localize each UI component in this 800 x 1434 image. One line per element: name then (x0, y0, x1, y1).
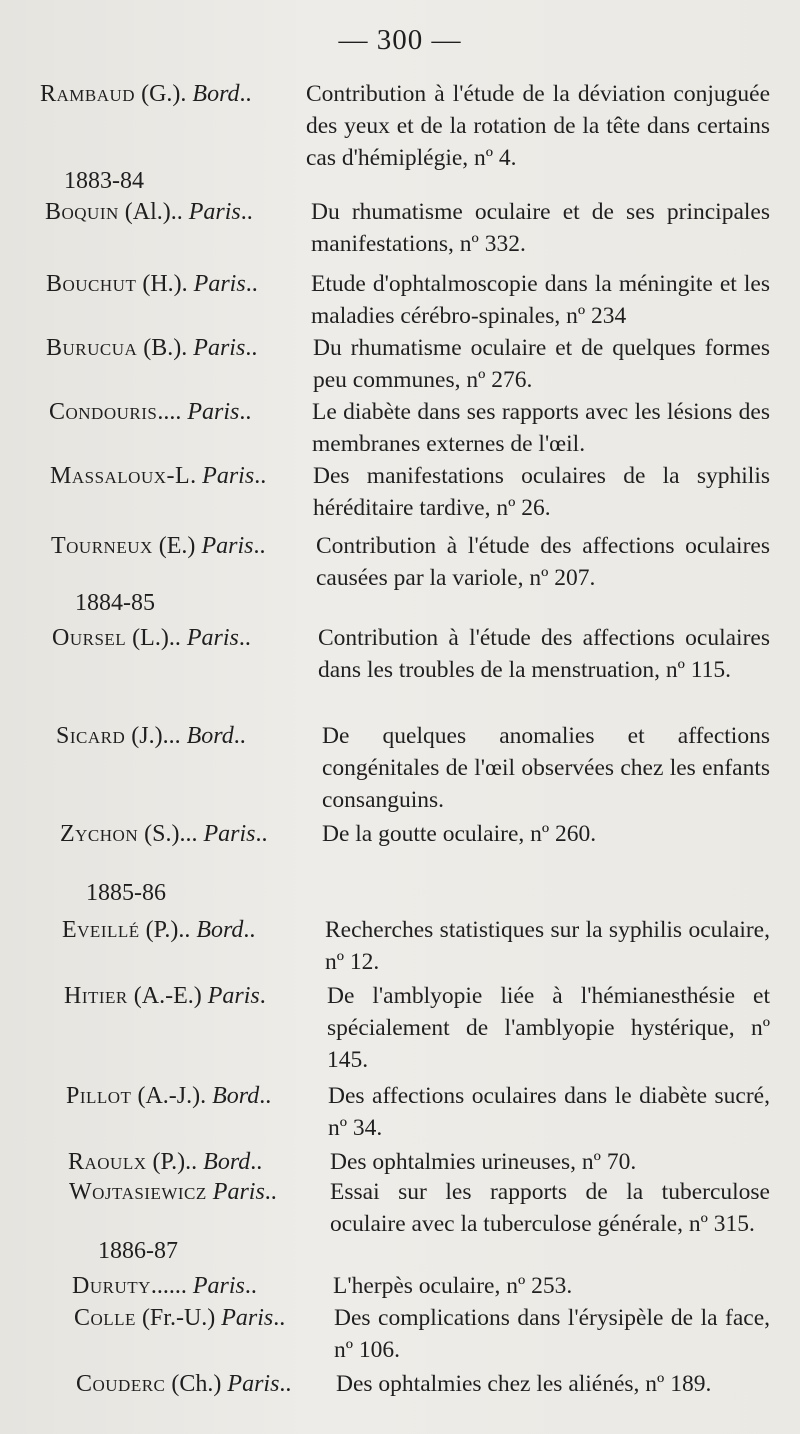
author-initials: (Al.).. (118, 199, 183, 225)
entry-author (76, 1368, 291, 1400)
entry-separator: .. (244, 1273, 257, 1299)
entry-city: Paris (192, 1273, 245, 1299)
entry-title: Du rhumatisme oculaire et de ses principales manifestations, nº 332. (311, 199, 770, 257)
entry-title: Essai sur les rapports de la tuberculose oculaire avec la tuberculose générale, nº 315. (330, 1179, 770, 1237)
entry-separator: .. (259, 1083, 272, 1109)
entry-separator: .. (279, 1371, 292, 1397)
entry-title: Contribution à l'étude des affections oculaires dans les troubles de la menstruation, nº 115. (318, 625, 770, 683)
entry-city: Paris (201, 533, 254, 559)
entry-separator: .. (245, 335, 258, 361)
entry-separator: .. (253, 533, 266, 559)
entry-separator: .. (238, 625, 251, 651)
entry-author (74, 1302, 285, 1334)
author-name: Colle (74, 1305, 136, 1331)
entry-city: Bord (186, 723, 234, 749)
entry-author (68, 1146, 262, 1178)
entry-separator: .. (250, 1149, 263, 1175)
entry-city: Paris (193, 271, 246, 297)
author-initials: (P.).. (139, 917, 191, 943)
entry-author (66, 1080, 271, 1112)
entry-title: Des affections oculaires dans le diabète sucré, nº 34. (328, 1083, 770, 1141)
author-initials: (A.-J.). (131, 1083, 207, 1109)
author-initials: (S.)... (138, 821, 198, 847)
entry-title: De la goutte oculaire, nº 260. (322, 821, 597, 847)
author-name: Boquin (45, 199, 119, 225)
author-initials: (B.). (137, 335, 188, 361)
entry-title: Contribution à l'étude des affections oculaires causées par la variole, nº 207. (316, 533, 770, 591)
author-initials: (G.). (135, 81, 187, 107)
entry-city: Bord (212, 1083, 260, 1109)
entry-separator: .. (240, 199, 253, 225)
year-heading: 1886-87 (98, 1238, 178, 1264)
year-heading: 1883-84 (64, 168, 144, 194)
entry-author (51, 530, 265, 562)
entry-city: Bord (196, 917, 244, 943)
author-initials: .... (157, 399, 182, 425)
author-name: Pillot (66, 1083, 132, 1109)
entry-separator: .. (245, 271, 258, 297)
author-name: Couderc (76, 1371, 166, 1397)
entry-author (40, 78, 252, 110)
author-name: Sicard (56, 723, 126, 749)
author-initials: (H.). (136, 271, 188, 297)
entry-author (49, 396, 251, 428)
entry-city: Paris (203, 821, 256, 847)
entry-title: De quelques anomalies et affections congénitales de l'œil observées chez les enfants consanguins. (322, 723, 770, 813)
entry-title: Le diabète dans ses rapports avec les lésions des membranes externes de l'œil. (312, 399, 770, 457)
entry-author (72, 1270, 257, 1302)
entry-separator: . (259, 983, 266, 1009)
author-initials: (Fr.-U.) (135, 1305, 216, 1331)
author-initials: (Ch.) (165, 1371, 222, 1397)
entry-title: Recherches statistiques sur la syphilis oculaire, nº 12. (325, 917, 770, 975)
author-name: Duruty (72, 1273, 151, 1299)
author-name: Massaloux-L (50, 463, 191, 489)
author-name: Raoulx (68, 1149, 147, 1175)
entry-author (46, 332, 257, 364)
author-initials: (E.) (152, 533, 196, 559)
entry-title: Des ophtalmies chez les aliénés, nº 189. (336, 1371, 712, 1397)
entry-title: Contribution à l'étude de la déviation conjuguée des yeux et de la rotation de la tête dans certains cas d'hémiplégie, nº 4. (306, 81, 770, 171)
entry-title: De l'amblyopie liée à l'hémianesthésie et spécialement de l'amblyopie hystérique, nº 145. (327, 983, 770, 1073)
entry-author (69, 1176, 277, 1208)
entry-title: Des complications dans l'érysipèle de la face, nº 106. (334, 1305, 770, 1363)
entry-separator: .. (273, 1305, 286, 1331)
author-name: Hitier (64, 983, 128, 1009)
entry-title: L'herpès oculaire, nº 253. (333, 1273, 573, 1299)
entry-author (52, 622, 251, 654)
entry-separator: .. (255, 821, 268, 847)
author-initials: . (190, 463, 197, 489)
author-name: Oursel (52, 625, 127, 651)
author-initials: (A.-E.) (127, 983, 202, 1009)
author-initials: (J.)... (125, 723, 181, 749)
author-initials: ...... (150, 1273, 187, 1299)
year-heading: 1885-86 (86, 880, 166, 906)
author-name: Zychon (60, 821, 139, 847)
entry-author (62, 914, 255, 946)
author-name: Eveillé (62, 917, 140, 943)
year-heading: 1884-85 (75, 590, 155, 616)
entry-city: Paris (227, 1371, 280, 1397)
entry-separator: .. (264, 1179, 277, 1205)
entry-title: Etude d'ophtalmoscopie dans la méningite et les maladies cérébro-spinales, nº 234 (311, 271, 770, 329)
author-initials: (L.).. (126, 625, 181, 651)
entry-city: Bord (192, 81, 240, 107)
entry-separator: .. (243, 917, 256, 943)
entry-separator: .. (254, 463, 267, 489)
entry-author (45, 196, 253, 228)
entry-title: Des ophtalmies urineuses, nº 70. (330, 1149, 637, 1175)
author-name: Wojtasiewicz (69, 1179, 207, 1205)
author-name: Rambaud (40, 81, 136, 107)
entry-author (60, 818, 267, 850)
entry-city: Paris (188, 199, 241, 225)
author-name: Condouris (49, 399, 158, 425)
entry-title: Des manifestations oculaires de la syphilis héréditaire tardive, nº 26. (313, 463, 770, 521)
entry-city: Paris (187, 399, 240, 425)
author-name: Burucua (46, 335, 138, 361)
author-name: Bouchut (46, 271, 137, 297)
entry-author (56, 720, 246, 752)
page-number: — 300 — (338, 24, 462, 56)
entry-city: Paris (221, 1305, 274, 1331)
entry-author (64, 980, 266, 1012)
entry-city: Paris (202, 463, 255, 489)
entry-separator: .. (239, 81, 252, 107)
entry-author (50, 460, 266, 492)
entry-separator: .. (239, 399, 252, 425)
entry-author (46, 268, 258, 300)
entry-separator: .. (233, 723, 246, 749)
entry-title: Du rhumatisme oculaire et de quelques formes peu communes, nº 276. (313, 335, 770, 393)
entry-city: Paris (186, 625, 239, 651)
entry-city: Bord (203, 1149, 251, 1175)
author-name: Tourneux (51, 533, 153, 559)
entry-city: Paris (193, 335, 246, 361)
author-initials: (P.).. (146, 1149, 198, 1175)
entry-city: Paris (212, 1179, 265, 1205)
entry-city: Paris (207, 983, 260, 1009)
